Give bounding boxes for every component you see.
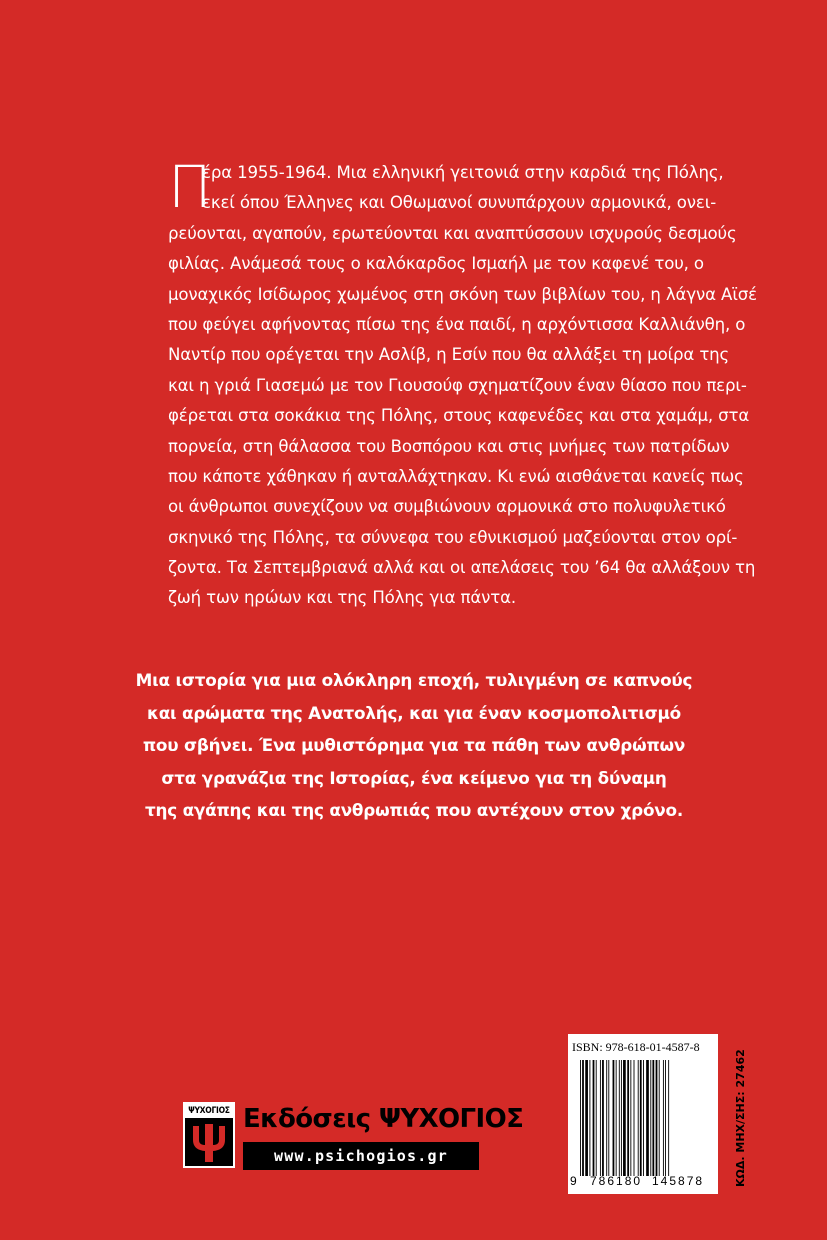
barcode xyxy=(568,1034,718,1194)
synopsis-line: πορνεία, στη θάλασσα του Βοσπόρου και στις μνήμες των πατρίδων xyxy=(168,436,730,456)
barcode-digit-first: 9 xyxy=(570,1174,577,1188)
synopsis-line: φιλίας. Ανάμεσά τους ο καλόκαρδος Ισμαήλ με τον καφενέ του, ο xyxy=(168,254,704,274)
synopsis-line: οι άνθρωποι συνεχίζουν να συμβιώνουν αρμονικά στο πολυφυλετικό xyxy=(168,497,726,517)
synopsis-line: μοναχικός Ισίδωρος χωμένος στη σκόνη των βιβλίων του, η λάγνα Αϊσέ xyxy=(168,284,757,304)
barcode-digits-left: 786180 xyxy=(590,1174,643,1188)
publisher-block xyxy=(183,1102,524,1172)
drop-cap: Π xyxy=(168,153,212,221)
tagline-line: και αρώματα της Ανατολής, και για έναν κοσμοπολιτισμό xyxy=(147,702,681,723)
product-code: ΚΩΔ. ΜΗΧ/ΣΗΣ: 27462 xyxy=(734,1049,747,1187)
synopsis-line: έρα 1955-1964. Μια ελληνική γειτονιά στην καρδιά της Πόλης, xyxy=(202,163,724,182)
tagline-line: Μια ιστορία για μια ολόκληρη εποχή, τυλιγμένη σε καπνούς xyxy=(135,670,693,690)
synopsis-line: Ναντίρ που ορέγεται την Ασλίβ, η Εσίν που θα αλλάξει τη μοίρα της xyxy=(168,345,730,365)
tagline xyxy=(110,664,718,827)
barcode-digits-right: 145878 xyxy=(652,1174,705,1188)
synopsis-line: που φεύγει αφήνοντας πίσω της ένα παιδί, η αρχόντισσα Καλλιάνθη, ο xyxy=(168,314,746,334)
publisher-name: Εκδόσεις ΨΥΧΟΓΙΟΣ xyxy=(243,1104,524,1134)
tagline-line: της αγάπης και της ανθρωπιάς που αντέχουν στον χρόνο. xyxy=(144,800,684,820)
synopsis-line: εκεί όπου Έλληνες και Οθωμανοί συνυπάρχουν αρμονικά, ονει- xyxy=(202,193,717,213)
tagline-line: στα γρανάζια της Ιστορίας, ένα κείμενο για τη δύναμη xyxy=(161,767,667,788)
synopsis-line: που κάποτε χάθηκαν ή ανταλλάχτηκαν. Κι ενώ αισθάνεται κανείς πως xyxy=(168,466,744,486)
synopsis-line: ζωή των ηρώων και της Πόλης για πάντα. xyxy=(168,588,516,608)
tagline-line: που σβήνει. Ένα μυθιστόρημα για τα πάθη των ανθρώπων xyxy=(142,735,686,755)
publisher-url[interactable]: www.psichogios.gr xyxy=(274,1147,448,1165)
psi-icon xyxy=(189,1120,229,1166)
synopsis-line: και η γριά Γιασεμώ με τον Γιουσούφ σχηματίζουν έναν θίασο που περι- xyxy=(168,375,747,395)
barcode-bars xyxy=(580,1060,710,1176)
logo-wordmark: ΨΥΧΟΓΙΟΣ xyxy=(185,1104,233,1118)
publisher-url-box xyxy=(243,1142,479,1170)
synopsis xyxy=(168,153,757,614)
publisher-logo xyxy=(183,1102,235,1168)
synopsis-line: ρεύονται, αγαπούν, ερωτεύονται και αναπτύσσουν ισχυρούς δεσμούς xyxy=(168,223,737,243)
synopsis-line: φέρεται στα σοκάκια της Πόλης, στους καφενέδες και στα χαμάμ, στα xyxy=(168,406,750,426)
synopsis-line: σκηνικό της Πόλης, τα σύννεφα του εθνικισμού μαζεύονται στον ορί- xyxy=(168,527,738,547)
isbn-label: ISBN: 978-618-01-4587-8 xyxy=(572,1040,700,1054)
synopsis-line: ζοντα. Τα Σεπτεμβριανά αλλά και οι απελάσεις του ’64 θα αλλάξουν τη xyxy=(168,558,756,578)
